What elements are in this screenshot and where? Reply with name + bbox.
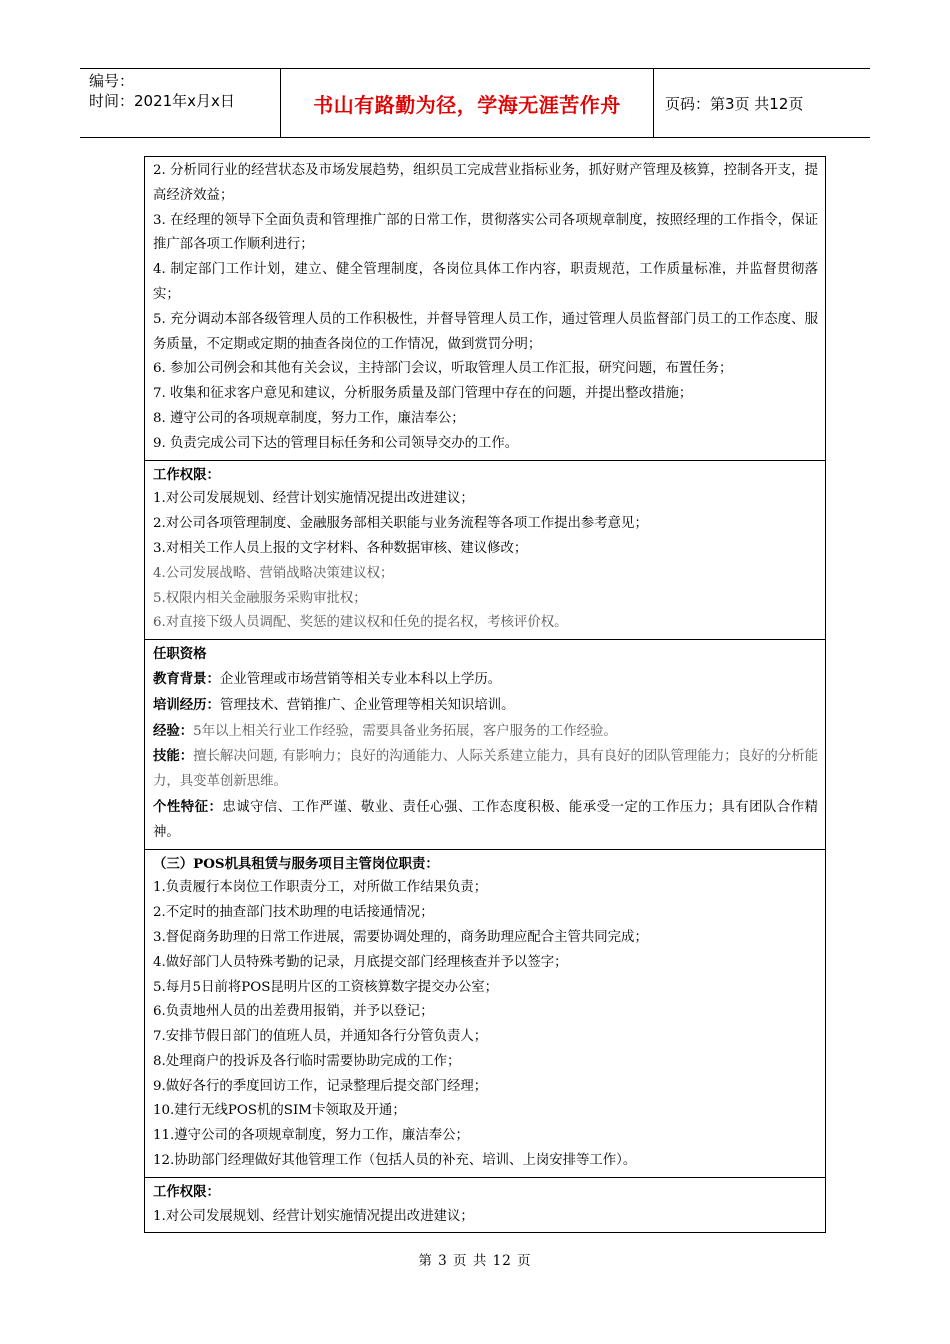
authority-cell: [145, 460, 826, 640]
header-motto-cell: [281, 69, 654, 137]
list-item: 6.对直接下级人员调配、奖惩的建议权和任免的提名权，考核评价权。: [153, 615, 568, 631]
qualification-training: [153, 693, 818, 719]
list-item: 3.对相关工作人员上报的文字材料、各种数据审核、建议修改；: [153, 540, 528, 556]
list-item: 8. 遵守公司的各项规章制度，努力工作，廉洁奉公；: [153, 410, 465, 426]
list-item: 2.不定时的抽查部门技术助理的电话接通情况；: [153, 905, 434, 921]
qualification-education: [153, 667, 818, 693]
section-title: （三）POS机具租赁与服务项目主管岗位职责：: [153, 855, 439, 872]
experience-label: 经验：: [153, 722, 194, 739]
list-item: 4. 制定部门工作计划，建立、健全管理制度，各岗位具体工作内容，职责规范，工作质量标准，并监督贯彻落实；: [153, 262, 818, 302]
qualification-skills: [153, 744, 818, 795]
personality-label: 个性特征：: [153, 798, 223, 815]
personality-text: 忠诚守信、工作严谨、敬业、责任心强、工作态度积极、能承受一定的工作压力；具有团队合作精神。: [153, 799, 819, 840]
list-item: 5. 充分调动本部各级管理人员的工作积极性，并督导管理人员工作，通过管理人员监督部门员工的工作态度、服务质量，不定期或定期的抽查各岗位的工作情况，做到赏罚分明；: [153, 311, 818, 352]
list-item: 3. 在经理的领导下全面负责和管理推广部的日常工作，贯彻落实公司各项规章制度，按照经理的工作指令，保证推广部各项工作顺利进行；: [153, 212, 818, 253]
list-item: 6.负责地州人员的出差费用报销，并予以登记；: [153, 1004, 434, 1020]
skills-label: 技能：: [153, 748, 194, 765]
list-item: 5.权限内相关金融服务采购审批权；: [153, 590, 367, 606]
education-text: 企业管理或市场营销等相关专业本科以上学历。: [219, 671, 502, 687]
list-item: 11.遵守公司的各项规章制度，努力工作，廉洁奉公；: [153, 1128, 469, 1144]
list-item: 8.处理商户的投诉及各行临时需要协助完成的工作；: [153, 1053, 461, 1069]
authority-row: [145, 460, 826, 640]
list-item: 5.每月5日前将POS昆明片区的工资核算数字提交办公室；: [153, 979, 499, 995]
experience-text: 5年以上相关行业工作经验，需要具备业务拓展，客户服务的工作经验。: [193, 723, 617, 739]
section-title: 工作权限：: [153, 1183, 220, 1200]
header-meta: [80, 69, 281, 137]
list-item: 3.督促商务助理的日常工作进展，需要协调处理的，商务助理应配合主管共同完成；: [153, 929, 648, 945]
motto: 书山有路勤为径，学海无涯苦作舟: [313, 92, 621, 117]
section-title: 工作权限：: [153, 466, 220, 483]
duties-cell: [145, 157, 826, 461]
list-item: 10.建行无线POS机的SIM卡领取及开通；: [153, 1103, 406, 1119]
list-item: 6. 参加公司例会和其他有关会议，主持部门会议，听取管理人员工作汇报，研究问题，布置任务；: [153, 361, 733, 377]
pos-duties-row: [145, 849, 826, 1177]
list-item: 7. 收集和征求客户意见和建议，分析服务质量及部门管理中存在的问题，并提出整改措施；: [153, 386, 693, 402]
qualification-personality: [153, 795, 818, 846]
pos-authority-row: [145, 1177, 826, 1233]
duties-row: [145, 157, 826, 461]
list-item: 1.对公司发展规划、经营计划实施情况提出改进建议；: [153, 1208, 474, 1224]
training-text: 管理技术、营销推广、企业管理等相关知识培训。: [219, 697, 515, 713]
qualifications-row: [145, 640, 826, 849]
list-item: 9. 负责完成公司下达的管理目标任务和公司领导交办的工作。: [153, 435, 519, 451]
header-page-info-cell: [654, 69, 870, 137]
page-footer: 第 3 页 共 12 页: [418, 1253, 532, 1269]
list-item: 4.公司发展战略、营销战略决策建议权；: [153, 565, 394, 581]
list-item: 1.负责履行本岗位工作职责分工，对所做工作结果负责；: [153, 880, 488, 896]
qualification-experience: [153, 719, 818, 745]
list-item: 12.协助部门经理做好其他管理工作（包括人员的补充、培训、上岗安排等工作）。: [153, 1153, 637, 1169]
pos-authority-cell: [145, 1177, 826, 1233]
qualifications-cell: [145, 640, 826, 849]
pos-duties-cell: [145, 849, 826, 1177]
date-label: 时间：2021年x月x日: [89, 92, 235, 110]
training-label: 培训经历：: [153, 696, 220, 713]
page-info: 页码：第3页 共12页: [665, 94, 804, 113]
skills-text: 擅长解决问题, 有影响力；良好的沟通能力、人际关系建立能力，具有良好的团队管理能力；良好的分析能力，具变革创新思维。: [153, 749, 819, 790]
list-item: 7.安排节假日部门的值班人员，并通知各行分管负责人；: [153, 1029, 488, 1045]
list-item: 1.对公司发展规划、经营计划实施情况提出改进建议；: [153, 491, 474, 507]
list-item: 2.对公司各项管理制度、金融服务部相关职能与业务流程等各项工作提出参考意见；: [153, 516, 648, 532]
list-item: 2. 分析同行业的经营状态及市场发展趋势，组织员工完成营业指标业务，抓好财产管理及核算，控制各开支，提高经济效益；: [153, 163, 818, 203]
content-table: [144, 156, 826, 1233]
section-title: 任职资格: [153, 646, 207, 663]
education-label: 教育背景：: [153, 670, 220, 687]
list-item: 4.做好部门人员特殊考勤的记录，月底提交部门经理核查并予以签字；: [153, 954, 568, 970]
serial-label: 编号：: [89, 72, 135, 90]
page-header: [80, 68, 870, 138]
list-item: 9.做好各行的季度回访工作，记录整理后提交部门经理；: [153, 1078, 488, 1094]
